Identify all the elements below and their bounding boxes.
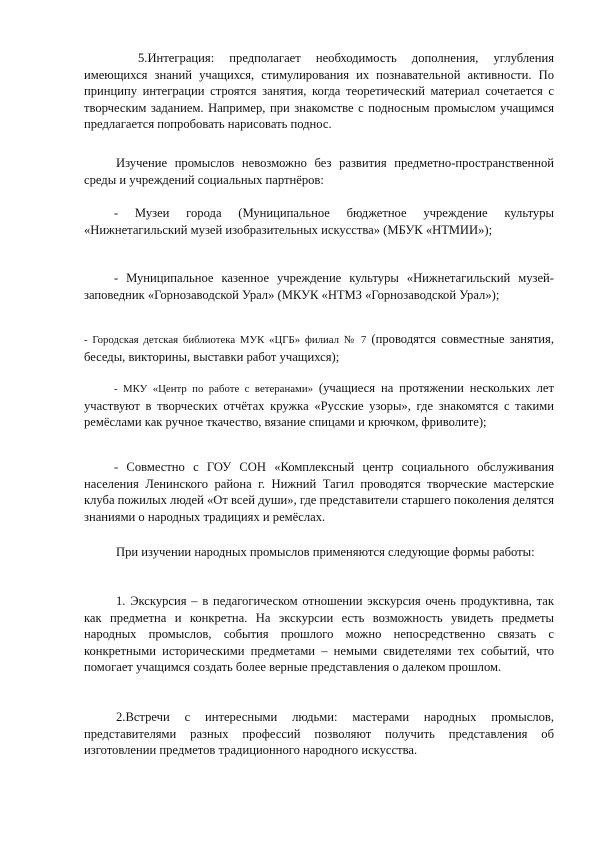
paragraph-integration: 5.Интеграция: предполагает необходимость дополнения, углубления имеющихся знаний учащихся, стимулирования их познавательной активности. По принципу интеграции строятся занятия, когда теоретический материал сочетается с творческим заданием. Например, при знакомстве с подносным промыслом учащимся предлагается попробовать нарисовать поднос. — [84, 51, 554, 132]
paragraph-city-library — [84, 331, 554, 365]
paragraph-excursion: 1. Экскурсия – в педагогическом отношении экскурсия очень продуктивна, так как предметна и конкретна. На экскурсии есть возможность увидеть предметы народных промыслов, события прошлого можно непосредственно связать с конкретными историческими предметами – немыми свидетелями тех событий, что помогает учащимся создать более верные представления о далеком прошлом. — [84, 594, 554, 675]
veterans-center-name: - МКУ «Центр по работе с ветеранами» — [114, 383, 314, 395]
library-description: (проводятся совместные занятия, беседы, викторины, выставки работ учащихся); — [84, 332, 554, 364]
paragraph-veterans-center — [84, 380, 554, 431]
paragraph-study-crafts: Изучение промыслов невозможно без развития предметно-пространственной среды и учреждений социальных партнёров: — [84, 156, 554, 187]
paragraph-forms-of-work: При изучении народных промыслов применяются следующие формы работы: — [116, 545, 535, 559]
library-name: - Городская детская библиотека МУК «ЦГБ» филиал № 7 — [84, 334, 367, 346]
paragraph-city-museums: - Музеи города (Муниципальное бюджетное учреждение культуры «Нижнетагильский музей изобразительных искусства» (МБУК «НТМИИ»); — [84, 206, 554, 237]
paragraph-museum-reserve: - Муниципальное казенное учреждение культуры «Нижнетагильский музей-заповедник «Горнозаводской Урал» (МКУК «НТМЗ «Горнозаводской Урал»); — [84, 271, 554, 302]
paragraph-social-center: - Совместно с ГОУ СОН «Комплексный центр социального обслуживания населения Ленинского района г. Нижний Тагил проводятся творческие мастерские клуба пожилых людей «От всей души», где представители старшего поколения делятся знаниями о народных традициях и ремёслах. — [84, 460, 554, 524]
veterans-center-description: (учащиеся на протяжении нескольких лет участвуют в творческих отчётах кружка «Русские узоры», где знакомятся с такими ремёслами как ручное ткачество, вязание спицами и крючком, фриволите); — [84, 381, 554, 430]
paragraph-meetings: 2.Встречи с интересными людьми: мастерами народных промыслов, представителями разных профессий позволяют получить представления об изготовлении предметов традиционного народного искусства. — [84, 710, 554, 758]
